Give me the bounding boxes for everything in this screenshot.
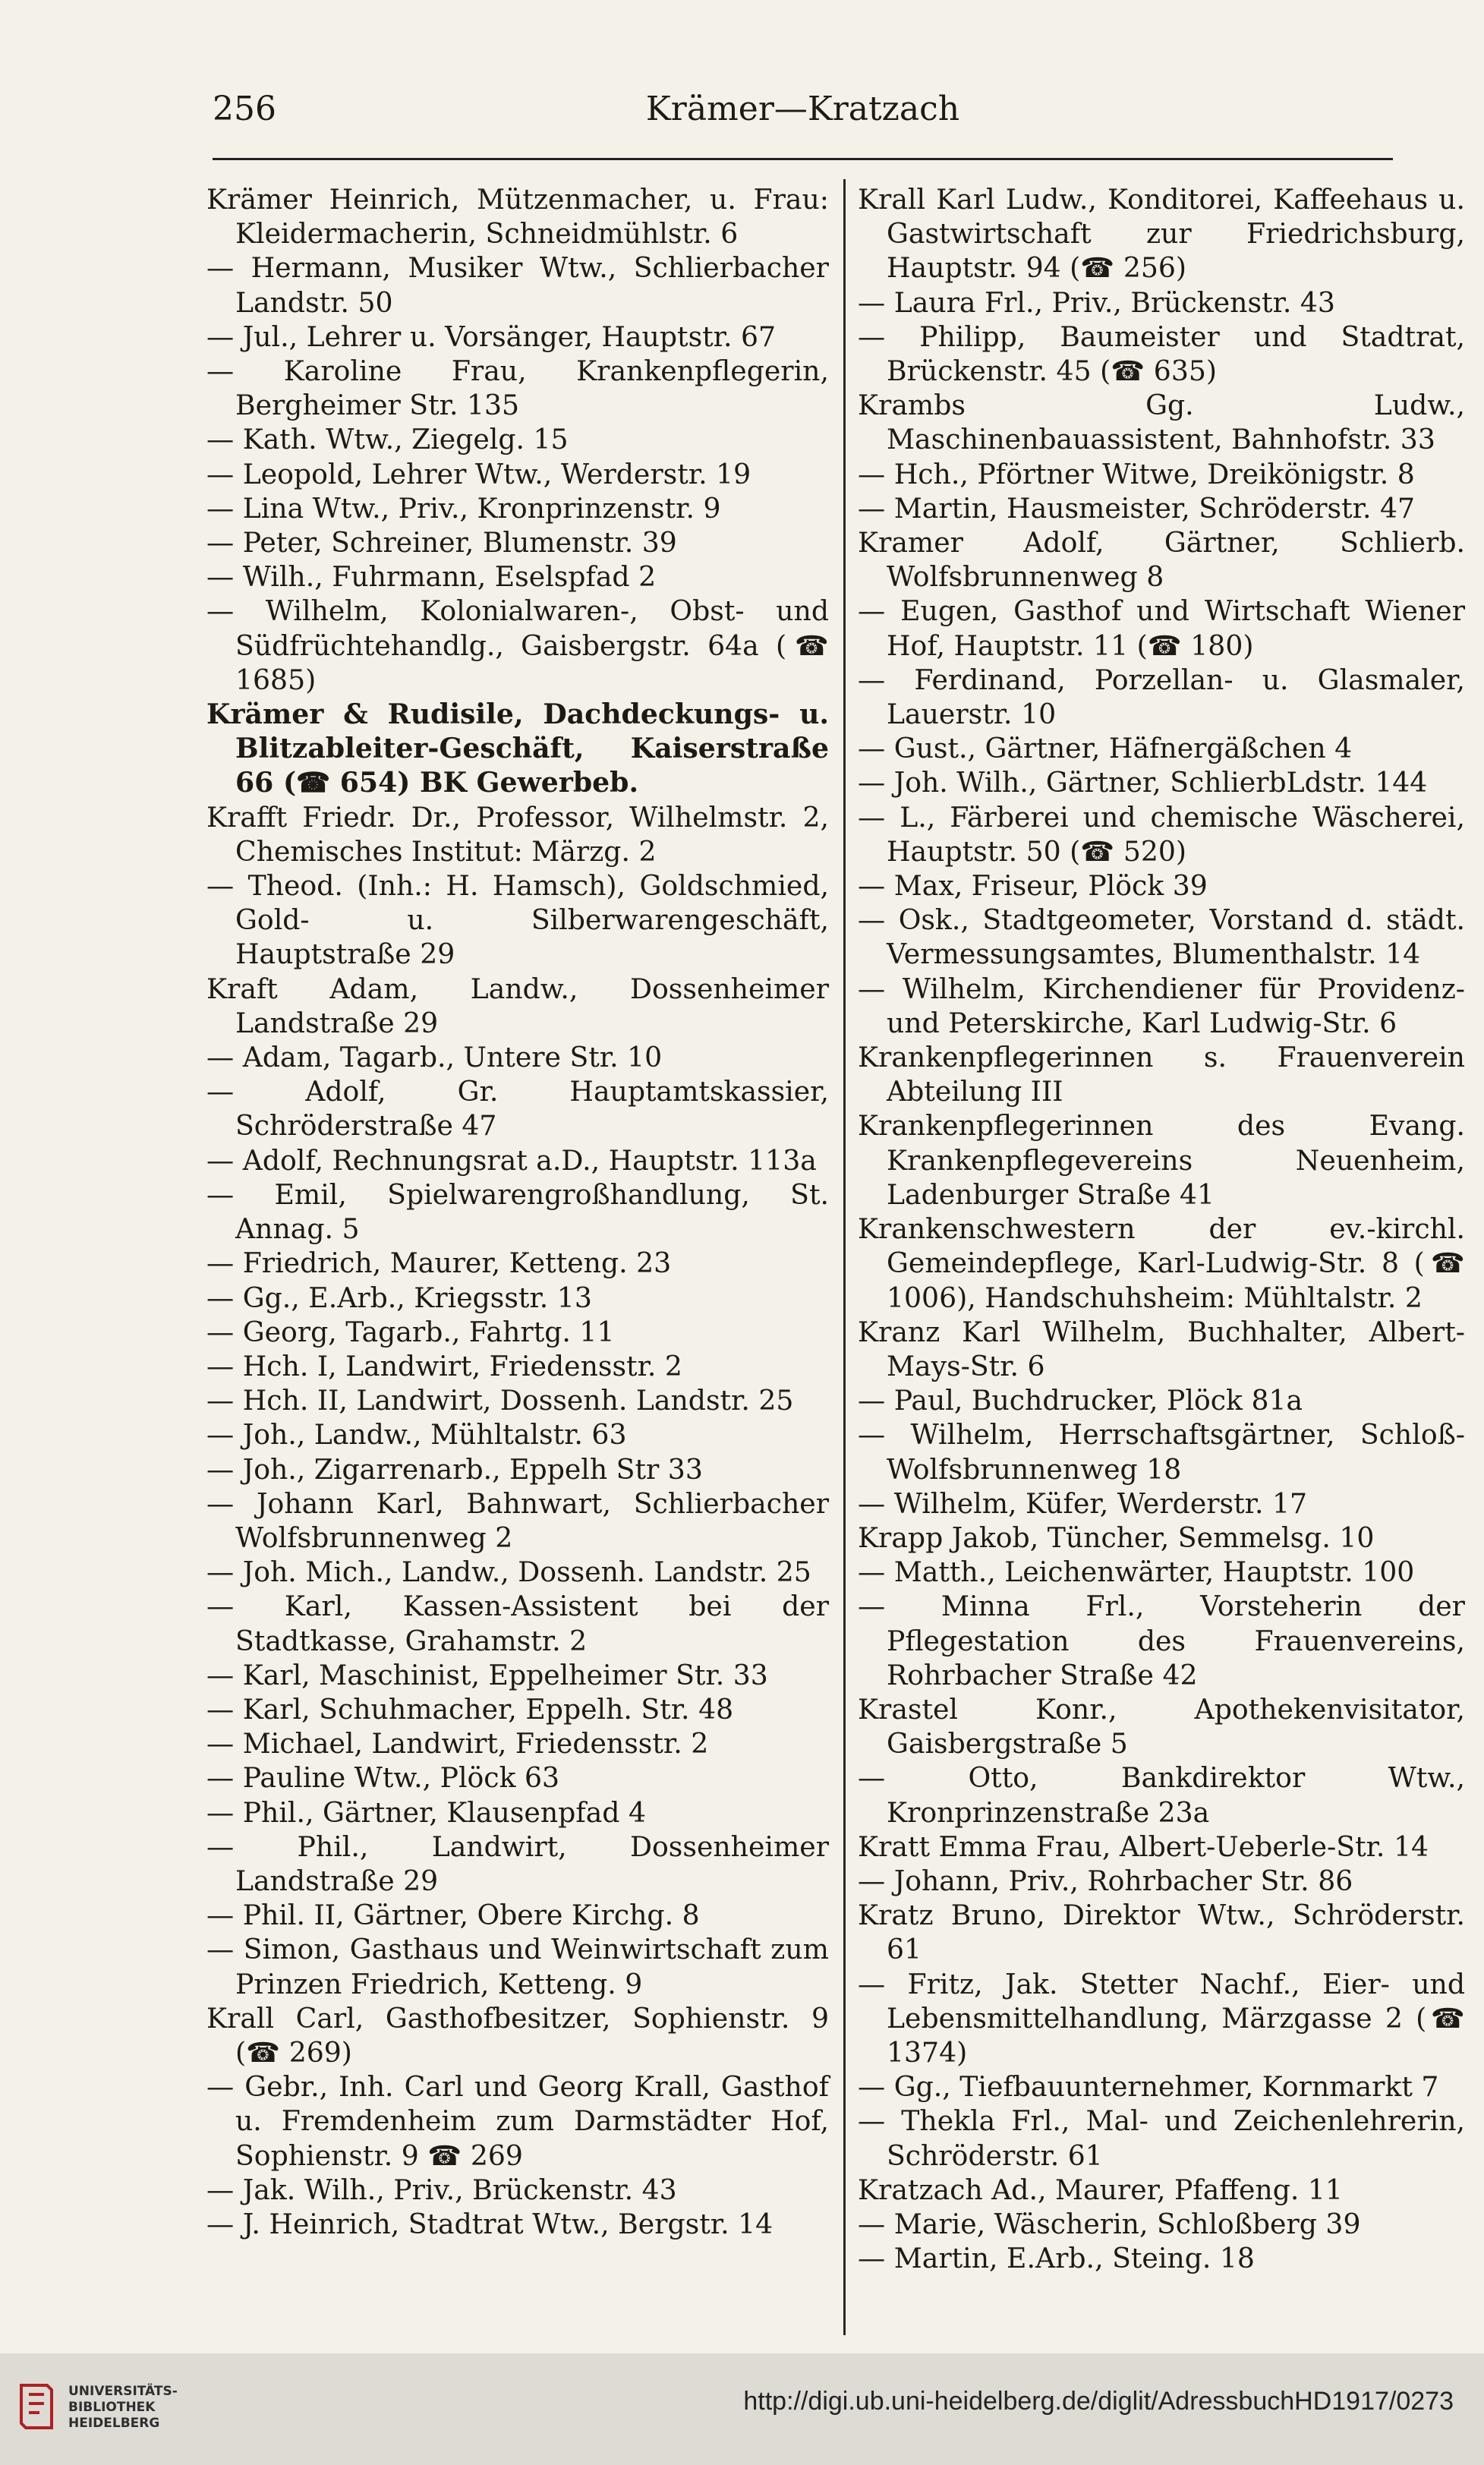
directory-entry: — Hermann, Musiker Wtw., Schlierbacher Landstr. 50 [206,251,838,319]
directory-entry: Krankenpflegerinnen s. Frauenverein Abteilung III [858,1041,1474,1108]
directory-entry: Krastel Konr., Apothekenvisitator, Gaisbergstraße 5 [858,1692,1474,1760]
directory-entry: — Michael, Landwirt, Friedensstr. 2 [206,1727,709,1760]
source-url-link[interactable]: http://digi.ub.uni-heidelberg.de/diglit/AdressbuchHD1917/0273 [743,2387,1454,2416]
directory-entry: — Martin, Hausmeister, Schröderstr. 47 [858,491,1416,525]
directory-entry: — Simon, Gasthaus und Weinwirtschaft zum Prinzen Friedrich, Ketteng. 9 [206,1933,838,2000]
directory-entry: — Otto, Bankdirektor Wtw., Kronprinzenstraße 23a [858,1761,1474,1829]
directory-entry: — Laura Frl., Priv., Brückenstr. 43 [858,285,1335,319]
directory-entry: Kratz Bruno, Direktor Wtw., Schröderstr. 61 [858,1899,1474,1966]
directory-entry: — Karoline Frau, Krankenpflegerin, Bergheimer Str. 135 [206,355,838,422]
column-divider [843,179,846,2335]
directory-entry: Kranz Karl Wilhelm, Buchhalter, Albert-Mays-Str. 6 [858,1315,1465,1382]
page-number: 256 [213,90,276,128]
running-head: Krämer—Kratzach [645,90,960,128]
page-header [213,90,1393,143]
directory-entry: — Fritz, Jak. Stetter Nachf., Eier- und Lebensmittelhandlung, Märzgasse 2 (☎ 1374) [858,1967,1474,2069]
directory-entry: — Ferdinand, Porzellan- u. Glasmaler, Lauerstr. 10 [858,663,1474,731]
directory-entry: — Leopold, Lehrer Wtw., Werderstr. 19 [206,457,751,490]
directory-entry: — Wilh., Fuhrmann, Eselspfad 2 [206,560,657,594]
directory-entry: Krafft Friedr. Dr., Professor, Wilhelmstr. 2, Chemisches Institut: Märzg. 2 [206,800,838,868]
directory-entry: — Joh. Mich., Landw., Dossenh. Landstr. 25 [206,1556,811,1589]
directory-entry: — Johann, Priv., Rohrbacher Str. 86 [858,1864,1353,1897]
directory-entry: — L., Färberei und chemische Wäscherei, Hauptstr. 50 (☎ 520) [858,800,1474,868]
directory-entry: — Phil. II, Gärtner, Obere Kirchg. 8 [206,1899,700,1932]
directory-entry: — Johann Karl, Bahnwart, Schlierbacher Wolfsbrunnenweg 2 [206,1486,838,1554]
directory-entry: Krankenpflegerinnen des Evang. Krankenpflegevereins Neuenheim, Ladenburger Straße 41 [858,1109,1474,1211]
right-column [858,182,1474,2275]
directory-entry: — Emil, Spielwarengroßhandlung, St. Annag. 5 [206,1177,838,1246]
directory-entry: — Adam, Tagarb., Untere Str. 10 [206,1041,663,1074]
directory-entry: Krambs Gg. Ludw., Maschinenbauassistent, Bahnhofstr. 33 [858,389,1474,456]
directory-entry: Kratzach Ad., Maurer, Pfaffeng. 11 [858,2173,1343,2206]
left-column [206,182,839,2241]
library-logo-icon [17,2381,56,2432]
directory-entry: — Joh. Wilh., Gärtner, SchlierbLdstr. 144 [858,766,1428,799]
header-rule [213,158,1393,160]
directory-entry: — Peter, Schreiner, Blumenstr. 39 [206,526,677,560]
directory-entry: — Lina Wtw., Priv., Kronprinzenstr. 9 [206,491,721,525]
directory-entry: — Philipp, Baumeister und Stadtrat, Brückenstr. 45 (☎ 635) [858,320,1474,388]
directory-entry: — Adolf, Gr. Hauptamtskassier, Schröderstraße 47 [206,1075,838,1143]
institution-name: UNIVERSITÄTS- BIBLIOTHEK HEIDELBERG [68,2384,178,2431]
directory-entry: — Pauline Wtw., Plöck 63 [206,1761,560,1795]
directory-entry: — Wilhelm, Kirchendiener für Providenz- und Peterskirche, Karl Ludwig-Str. 6 [858,972,1474,1039]
directory-entry: — Gust., Gärtner, Häfnergäßchen 4 [858,732,1353,765]
directory-entry: — Max, Friseur, Plöck 39 [858,869,1208,903]
directory-entry: Krankenschwestern der ev.-kirchl. Gemeindepflege, Karl-Ludwig-Str. 8 (☎ 1006), Handschuhsheim: Mühltalstr. 2 [858,1212,1474,1314]
directory-entry: — Martin, E.Arb., Steing. 18 [858,2242,1255,2275]
directory-entry: — Georg, Tagarb., Fahrtg. 11 [206,1315,615,1348]
directory-entry: Krapp Jakob, Tüncher, Semmelsg. 10 [858,1521,1375,1554]
directory-entry: — Matth., Leichenwärter, Hauptstr. 100 [858,1556,1415,1589]
directory-entry: — Gg., E.Arb., Kriegsstr. 13 [206,1281,592,1314]
directory-entry: — Joh., Landw., Mühltalstr. 63 [206,1418,627,1452]
directory-entry: — Osk., Stadtgeometer, Vorstand d. städt. Vermessungsamtes, Blumenthalstr. 14 [858,903,1474,971]
directory-entry: — Hch. II, Landwirt, Dossenh. Landstr. 25 [206,1384,794,1417]
footer-bar [0,2353,1484,2465]
directory-entry: — Joh., Zigarrenarb., Eppelh Str 33 [206,1452,703,1486]
directory-entry: — Minna Frl., Vorsteherin der Pflegestation des Frauenvereins, Rohrbacher Straße 42 [858,1590,1474,1691]
directory-entry: — Karl, Maschinist, Eppelheimer Str. 33 [206,1658,768,1691]
directory-entry: — Hch. I, Landwirt, Friedensstr. 2 [206,1349,682,1382]
directory-entry: Kramer Adolf, Gärtner, Schlierb. Wolfsbrunnenweg 8 [858,526,1474,594]
directory-entry: Krämer Heinrich, Mützenmacher, u. Frau: Kleidermacherin, Schneidmühlstr. 6 [206,183,838,251]
directory-entry: — Wilhelm, Küfer, Werderstr. 17 [858,1486,1308,1520]
directory-entry: — Jul., Lehrer u. Vorsänger, Hauptstr. 67 [206,320,777,353]
directory-entry: Krall Carl, Gasthofbesitzer, Sophienstr. 9 (☎ 269) [206,2001,838,2069]
directory-entry: Krämer & Rudisile, Dachdeckungs- u. Blitzableiter-Geschäft, Kaiserstraße 66 (☎ 654) BK Gewerbeb. [206,698,839,799]
directory-entry: — Hch., Pförtner Witwe, Dreikönigstr. 8 [858,457,1415,490]
directory-entry: — Jak. Wilh., Priv., Brückenstr. 43 [206,2173,677,2206]
directory-entry: — Wilhelm, Herrschaftsgärtner, Schloß-Wolfsbrunnenweg 18 [858,1418,1465,1486]
directory-entry: — Marie, Wäscherin, Schloßberg 39 [858,2207,1361,2240]
directory-entry: — Theod. (Inh.: H. Hamsch), Goldschmied, Gold- u. Silberwarengeschäft, Hauptstraße 29 [206,869,838,971]
directory-entry: — J. Heinrich, Stadtrat Wtw., Bergstr. 14 [206,2207,774,2240]
directory-entry: Kratt Emma Frau, Albert-Ueberle-Str. 14 [858,1830,1429,1863]
directory-entry: — Phil., Gärtner, Klausenpfad 4 [206,1795,646,1829]
directory-entry: — Karl, Kassen-Assistent bei der Stadtkasse, Grahamstr. 2 [206,1590,838,1657]
directory-entry: — Eugen, Gasthof und Wirtschaft Wiener Hof, Hauptstr. 11 (☎ 180) [858,594,1474,662]
directory-entry: — Phil., Landwirt, Dossenheimer Landstraße 29 [206,1830,838,1897]
directory-entry: — Paul, Buchdrucker, Plöck 81a [858,1384,1303,1417]
directory-entry: Krall Karl Ludw., Konditorei, Kaffeehaus u. Gastwirtschaft zur Friedrichsburg, Hauptstr. 94 (☎ 256) [858,183,1474,285]
directory-entry: Kraft Adam, Landw., Dossenheimer Landstraße 29 [206,972,838,1039]
directory-entry: — Kath. Wtw., Ziegelg. 15 [206,423,569,456]
directory-entry: — Karl, Schuhmacher, Eppelh. Str. 48 [206,1692,734,1726]
directory-entry: — Adolf, Rechnungsrat a.D., Hauptstr. 113a [206,1143,817,1177]
directory-entry: — Gg., Tiefbauunternehmer, Kornmarkt 7 [858,2070,1439,2104]
directory-entry: — Wilhelm, Kolonialwaren-, Obst- und Südfrüchtehandlg., Gaisbergstr. 64a (☎ 1685) [206,594,838,696]
directory-entry: — Gebr., Inh. Carl und Georg Krall, Gasthof u. Fremdenheim zum Darmstädter Hof, Sophienstr. 9 ☎ 269 [206,2070,838,2172]
directory-entry: — Thekla Frl., Mal- und Zeichenlehrerin, Schröderstr. 61 [858,2104,1474,2172]
directory-entry: — Friedrich, Maurer, Ketteng. 23 [206,1247,672,1280]
